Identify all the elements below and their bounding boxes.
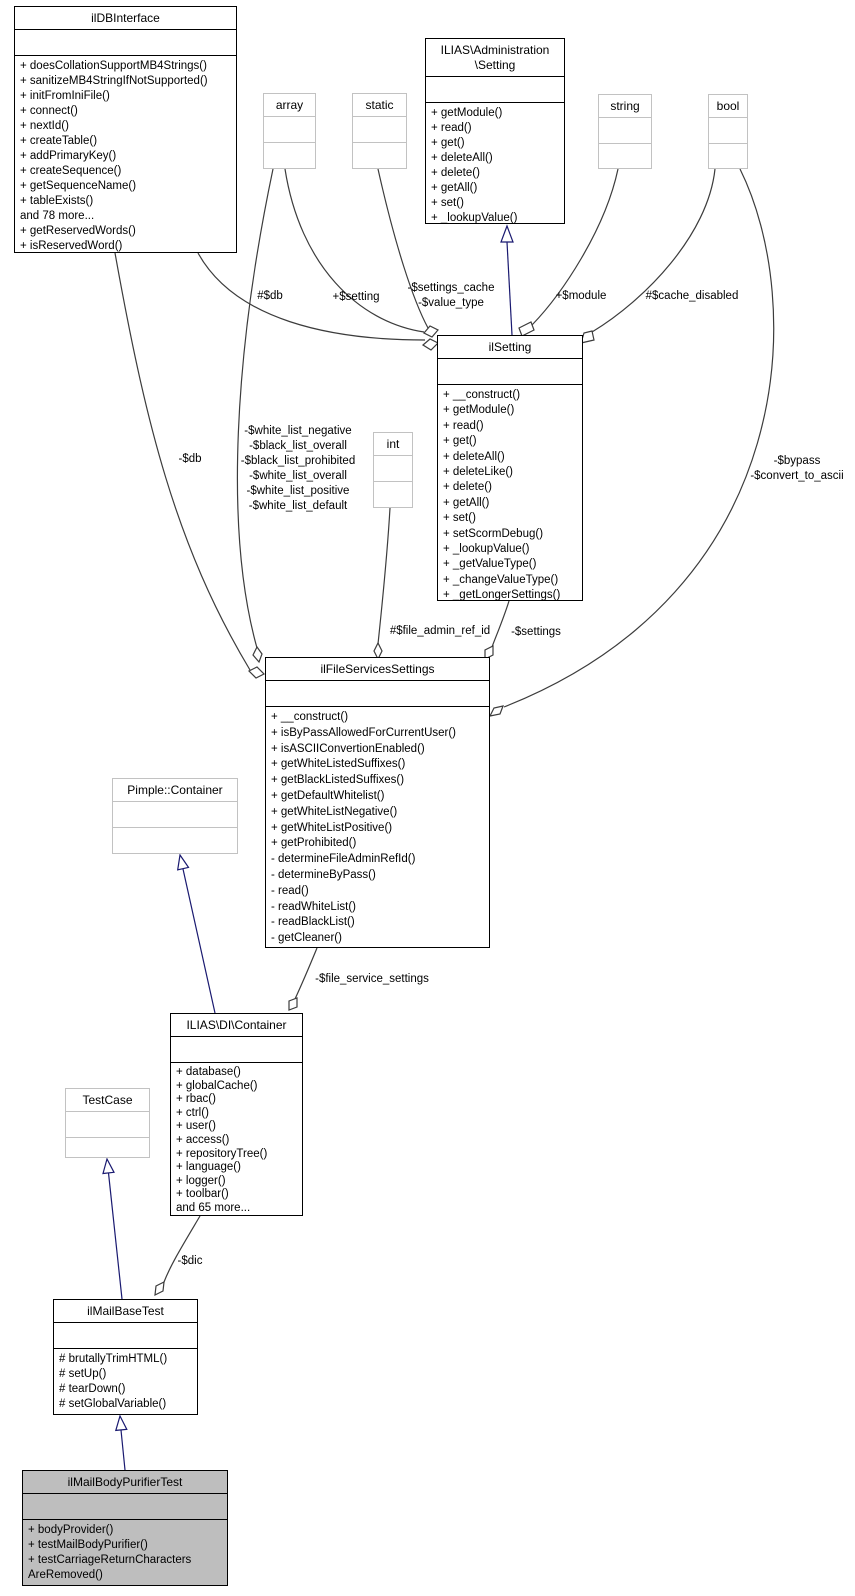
edge-label-line: -$bypass [773, 455, 821, 467]
method-label: + _lookupValue() [431, 212, 518, 224]
method-label: + getProhibited() [271, 837, 357, 850]
class-title [438, 336, 582, 359]
edge-inheritance-ilmailbasetest-to-testcase [109, 1173, 123, 1299]
method-label: + read() [431, 122, 472, 134]
method-label: + _getLongerSettings() [443, 589, 561, 601]
class-title-line: \Setting [474, 58, 516, 72]
method-label: # setGlobalVariable() [59, 1398, 167, 1410]
edge-label-line: -$db [178, 453, 202, 465]
inheritance-arrowhead [103, 1159, 114, 1174]
edge-label-line: -$white_list_overall [249, 470, 347, 482]
method-label: + _getValueType() [443, 558, 537, 571]
edge-label-line: -$file_service_settings [315, 973, 429, 985]
aggregation-diamond [424, 326, 438, 337]
class-title [599, 95, 651, 118]
class-title-line: static [365, 98, 394, 112]
edge-label-line: -$convert_to_ascii [750, 470, 844, 482]
class-title-line: ilDBInterface [91, 11, 160, 25]
class-title-line: ILIAS\DI\Container [186, 1018, 287, 1032]
class-methods-section [426, 103, 564, 224]
edge-label-white-lists [241, 424, 355, 514]
class-title [66, 1089, 149, 1112]
edge-label-file-admin-ref-id [390, 624, 490, 639]
method-label: + access() [176, 1133, 230, 1146]
edge-label-line: -$black_list_prohibited [240, 455, 356, 467]
class-title-line: Pimple::Container [127, 783, 223, 797]
aggregation-diamond [423, 339, 438, 350]
class-attributes-section [113, 802, 237, 828]
class-box-int[interactable] [373, 432, 413, 508]
class-box-pimple-container[interactable] [112, 778, 238, 854]
method-label: - readBlackList() [271, 916, 355, 929]
class-title [171, 1014, 302, 1037]
class-attributes-section [264, 117, 315, 143]
method-label: + addPrimaryKey() [20, 150, 117, 162]
method-label: + getBlackListedSuffixes() [271, 774, 405, 787]
method-label: + read() [443, 419, 484, 432]
method-label: + isASCIIConvertionEnabled() [271, 742, 425, 755]
class-attributes-section [374, 456, 412, 482]
method-label: + repositoryTree() [176, 1147, 268, 1160]
class-attributes-section [353, 117, 406, 143]
method-label: + sanitizeMB4StringIfNotSupported() [20, 75, 208, 87]
class-title [266, 658, 489, 681]
method-label: + doesCollationSupportMB4Strings() [20, 60, 207, 72]
aggregation-diamond [490, 706, 503, 716]
method-label: - getCleaner() [271, 932, 342, 945]
class-box-testcase[interactable] [65, 1088, 150, 1158]
class-methods-section [709, 144, 747, 168]
method-label: # setUp() [59, 1368, 107, 1380]
edge-ilsetting-to-ilfileservicessettings [492, 601, 509, 647]
method-label: + user() [176, 1120, 216, 1133]
aggregation-diamond [249, 667, 264, 678]
edge-int-to-ilfileservicessettings [378, 508, 390, 644]
class-title-line: ILIAS\Administration [440, 43, 550, 57]
class-methods-section [54, 1349, 197, 1414]
method-label: + language() [176, 1161, 241, 1174]
edge-array-to-ilfileservicessettings [237, 169, 273, 648]
aggregation-diamond [155, 1282, 164, 1295]
edge-inheritance-dicontainer-to-pimple [183, 869, 215, 1013]
method-label: # brutallyTrimHTML() [59, 1353, 168, 1365]
method-label: + set() [431, 197, 464, 209]
class-box-ilfileservicessettings[interactable] [265, 657, 490, 948]
edge-label-line: #$db [257, 290, 283, 302]
method-label: + rbac() [176, 1093, 216, 1106]
class-title-line: TestCase [82, 1093, 133, 1107]
class-title-line: int [386, 437, 400, 451]
class-methods-section [353, 143, 406, 168]
edge-array-to-ilsetting [285, 169, 424, 332]
class-title [15, 7, 236, 30]
method-label: + logger() [176, 1174, 226, 1187]
class-title-line: ilFileServicesSettings [320, 662, 435, 676]
class-title-line: ilSetting [488, 340, 532, 354]
class-title-line: bool [716, 99, 740, 113]
method-label: - readWhiteList() [271, 900, 356, 913]
edge-label-settings-member [511, 625, 561, 640]
class-title [426, 39, 564, 77]
class-box-static[interactable] [352, 93, 407, 169]
aggregation-diamond [289, 998, 297, 1010]
class-title [23, 1471, 227, 1494]
edge-ildbinterface-to-ilsetting [198, 253, 425, 340]
method-label: + getDefaultWhitelist() [271, 789, 385, 802]
class-box-ilsetting[interactable] [437, 335, 583, 601]
class-box-bool[interactable] [708, 94, 748, 169]
method-label: + deleteAll() [431, 152, 493, 164]
edge-label-line: -$value_type [418, 297, 484, 309]
class-methods-section [599, 144, 651, 168]
class-title-line: ilMailBodyPurifierTest [67, 1475, 183, 1489]
method-label: + globalCache() [176, 1079, 258, 1092]
method-label: # tearDown() [59, 1383, 126, 1395]
class-methods-section [264, 143, 315, 168]
aggregation-diamond [519, 322, 534, 336]
method-label: + deleteAll() [443, 450, 505, 463]
class-title [709, 95, 747, 118]
class-box-ildbinterface[interactable] [14, 6, 237, 253]
method-label: - determineByPass() [271, 868, 376, 881]
class-box-ilias-di-container[interactable] [170, 1013, 303, 1216]
edge-dicontainer-to-ilmailbasetest [164, 1216, 200, 1282]
method-label: + getModule() [443, 404, 515, 417]
class-title-line: string [610, 99, 640, 113]
class-title [353, 94, 406, 117]
method-label: + getSequenceName() [20, 180, 137, 192]
class-title [264, 94, 315, 117]
method-label: + setScormDebug() [443, 527, 544, 540]
edge-label-module [556, 289, 607, 304]
class-attributes-section [266, 681, 489, 707]
method-label: + __construct() [271, 711, 349, 723]
method-label: + delete() [443, 481, 492, 494]
class-title [54, 1300, 197, 1323]
method-label: + getWhiteListNegative() [271, 805, 398, 818]
method-label: - read() [271, 884, 309, 897]
edge-label-line: -$white_list_positive [246, 485, 350, 497]
edge-label-db-private [178, 452, 201, 467]
inheritance-arrowhead [501, 226, 513, 242]
edge-label-settings-cache-value-type [408, 281, 495, 311]
edge-ilfileservicessettings-to-dicontainer [295, 948, 317, 999]
class-title-line: ilMailBaseTest [87, 1304, 164, 1318]
method-label: + _lookupValue() [443, 543, 530, 556]
method-label: + toolbar() [176, 1188, 229, 1201]
edge-label-line: #$file_admin_ref_id [389, 625, 491, 637]
edge-label-line: +$setting [332, 291, 380, 303]
class-attributes-section [15, 30, 236, 56]
edge-label-line: #$cache_disabled [645, 290, 739, 302]
class-attributes-section [54, 1323, 197, 1349]
method-label: + createTable() [20, 135, 98, 147]
class-title [113, 779, 237, 802]
method-label: + deleteLike() [443, 466, 513, 479]
class-box-array[interactable] [263, 93, 316, 169]
edge-label-line: -$white_list_default [248, 500, 348, 512]
method-label: + nextId() [20, 120, 69, 132]
class-box-ilmailbodypurifiertest[interactable] [22, 1470, 228, 1586]
inheritance-arrowhead [116, 1416, 127, 1430]
method-label: + getReservedWords() [20, 225, 136, 237]
class-attributes-section [599, 118, 651, 144]
edge-label-line: -$black_list_overall [249, 440, 347, 452]
method-label: + initFromIniFile() [20, 90, 110, 102]
class-box-string[interactable] [598, 94, 652, 169]
class-methods-section [113, 828, 237, 853]
method-label: + getWhiteListPositive() [271, 821, 393, 834]
method-label: + set() [443, 512, 476, 525]
method-label: + getAll() [443, 496, 490, 509]
method-label: + getWhiteListedSuffixes() [271, 758, 406, 771]
method-label: + getAll() [431, 182, 478, 194]
method-label: + bodyProvider() [28, 1524, 114, 1536]
method-label: - determineFileAdminRefId() [271, 853, 416, 866]
method-label: + isReservedWord() [20, 240, 123, 252]
class-methods-section [266, 707, 489, 947]
class-attributes-section [23, 1494, 227, 1520]
edge-label-line: -$dic [177, 1255, 203, 1267]
method-label: + _changeValueType() [443, 573, 559, 586]
method-label: + createSequence() [20, 165, 122, 177]
method-label: + get() [431, 137, 465, 149]
edge-label-setting [333, 290, 380, 305]
method-label: + tableExists() [20, 195, 94, 207]
class-methods-section [23, 1520, 227, 1585]
inheritance-arrowhead [178, 855, 189, 870]
method-label: + ctrl() [176, 1106, 209, 1119]
class-methods-section [438, 385, 582, 601]
method-label: + testMailBodyPurifier() [28, 1539, 148, 1551]
class-title [374, 433, 412, 456]
method-label: + isByPassAllowedForCurrentUser() [271, 726, 457, 739]
class-attributes-section [426, 77, 564, 103]
class-methods-section [171, 1063, 302, 1216]
method-label: + delete() [431, 167, 480, 179]
method-label: + database() [176, 1066, 241, 1078]
method-label: + __construct() [443, 389, 521, 401]
method-label: AreRemoved() [28, 1569, 103, 1581]
aggregation-diamond [253, 647, 262, 662]
method-label: + getModule() [431, 107, 503, 119]
edge-label-line: -$settings [511, 626, 561, 638]
edge-bool-to-ilsetting [592, 169, 715, 332]
method-label: + testCarriageReturnCharacters [28, 1554, 192, 1566]
edge-label-line: -$white_list_negative [244, 425, 352, 437]
class-attributes-section [171, 1037, 302, 1063]
edge-inheritance-purifiertest-to-ilmailbasetest [121, 1430, 125, 1470]
class-methods-section [374, 482, 412, 507]
method-label: and 78 more... [20, 210, 95, 222]
edge-inheritance-ilsetting-to-adminsetting [507, 242, 512, 335]
edge-label-dic [178, 1254, 203, 1269]
method-label: + get() [443, 435, 477, 448]
edge-label-db-protected [257, 289, 283, 304]
class-methods-section [15, 56, 236, 253]
edge-label-line: -$settings_cache [407, 282, 495, 294]
class-attributes-section [66, 1112, 149, 1138]
class-methods-section [66, 1138, 149, 1157]
method-label: + connect() [20, 105, 78, 117]
method-label: and 65 more... [176, 1201, 251, 1214]
class-attributes-section [709, 118, 747, 144]
class-box-ilias-administration-setting[interactable] [425, 38, 565, 224]
class-attributes-section [438, 359, 582, 385]
edge-label-cache-disabled [646, 289, 739, 304]
edge-label-bypass-convert-to-ascii [750, 454, 843, 484]
class-title-line: array [275, 98, 304, 112]
edge-label-file-service-settings [315, 972, 429, 987]
edge-label-line: +$module [555, 290, 607, 302]
class-box-ilmailbasetest[interactable] [53, 1299, 198, 1415]
